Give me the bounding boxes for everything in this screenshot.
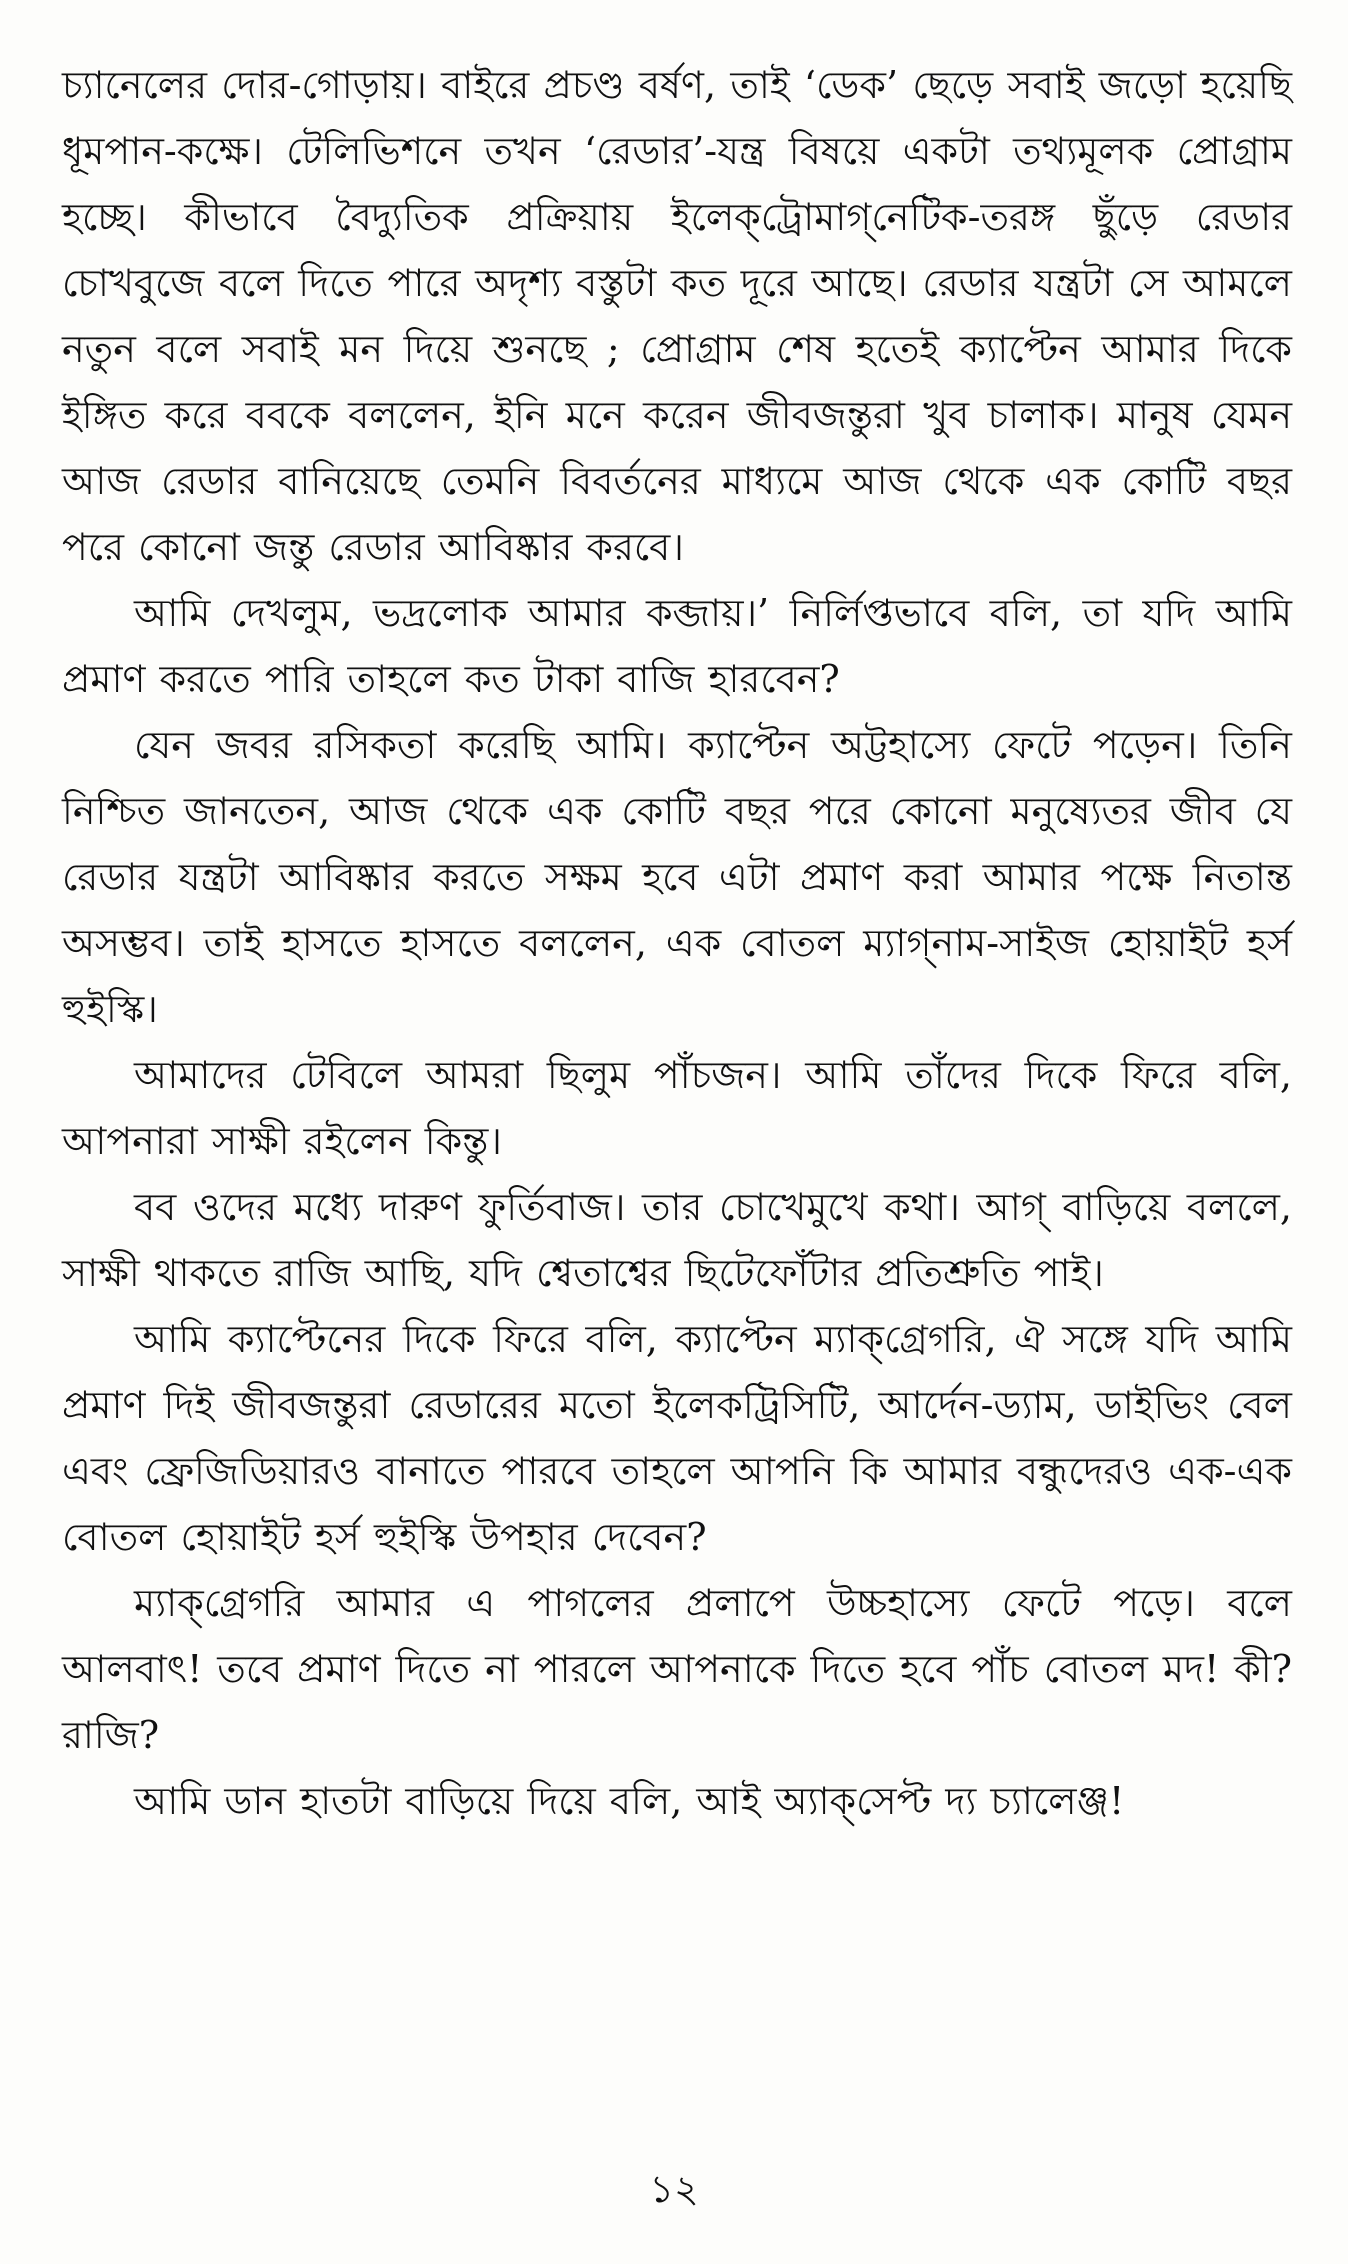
paragraph-5: বব ওদের মধ্যে দারুণ ফুর্তিবাজ। তার চোখেমুখে কথা। আগ্‌ বাড়িয়ে বললে, সাক্ষী থাকতে রাজি আছি, যদি শ্বেতাশ্বের ছিটেফোঁটার প্রতিশ্রুতি পাই। bbox=[62, 1185, 1292, 1295]
paragraph-6: আমি ক্যাপ্টেনের দিকে ফিরে বলি, ক্যাপ্টেন ম্যাক্‌গ্রেগরি, ঐ সঙ্গে যদি আমি প্রমাণ দিই জীবজন্তুরা রেডারের মতো ইলেকট্রিসিটি, আর্দেন-ড্যাম, ডাইভিং বেল এবং ফ্রেজিডিয়ারও বানাতে পারবে তাহলে আপনি কি আমার বন্ধুদেরও এক-এক বোতল হোয়াইট হর্স হুইস্কি উপহার দেবেন? bbox=[62, 1317, 1292, 1559]
paragraph-4: আমাদের টেবিলে আমরা ছিলুম পাঁচজন। আমি তাঁদের দিকে ফিরে বলি, আপনারা সাক্ষী রইলেন কিন্তু। bbox=[62, 1053, 1292, 1163]
paragraph-8: আমি ডান হাতটা বাড়িয়ে দিয়ে বলি, আই অ্যাক্‌সেপ্ট দ্য চ্যালেঞ্জ! bbox=[134, 1779, 1125, 1823]
paragraph-2: আমি দেখলুম, ভদ্রলোক আমার কব্জায়।’ নির্লিপ্তভাবে বলি, তা যদি আমি প্রমাণ করতে পারি তাহলে কত টাকা বাজি হারবেন? bbox=[62, 591, 1292, 701]
paragraph-1: চ্যানেলের দোর-গোড়ায়। বাইরে প্রচণ্ড বর্ষণ, তাই ‘ডেক’ ছেড়ে সবাই জড়ো হয়েছি ধূমপান-কক্ষে। টেলিভিশনে তখন ‘রেডার’-যন্ত্র বিষয়ে একটা তথ্যমূলক প্রোগ্রাম হচ্ছে। কীভাবে বৈদ্যুতিক প্রক্রিয়ায় ইলেক্‌ট্রোমাগ্‌নেটিক-তরঙ্গ ছুঁড়ে রেডার চোখবুজে বলে দিতে পারে অদৃশ্য বস্তুটা কত দূরে আছে। রেডার যন্ত্রটা সে আমলে নতুন বলে সবাই মন দিয়ে শুনছে ; প্রোগ্রাম শেষ হতেই ক্যাপ্টেন আমার দিকে ইঙ্গিত করে ববকে বললেন, ইনি মনে করেন জীবজন্তুরা খুব চালাক। মানুষ যেমন আজ রেডার বানিয়েছে তেমনি বিবর্তনের মাধ্যমে আজ থেকে এক কোটি বছর পরে কোনো জন্তু রেডার আবিষ্কার করবে। bbox=[62, 63, 1292, 569]
paragraph-7: ম্যাক্‌গ্রেগরি আমার এ পাগলের প্রলাপে উচ্চহাস্যে ফেটে পড়ে। বলে আলবাৎ! তবে প্রমাণ দিতে না পারলে আপনাকে দিতে হবে পাঁচ বোতল মদ! কী? রাজি? bbox=[62, 1581, 1292, 1757]
paragraph-3: যেন জবর রসিকতা করেছি আমি। ক্যাপ্টেন অট্টহাস্যে ফেটে পড়েন। তিনি নিশ্চিত জানতেন, আজ থেকে এক কোটি বছর পরে কোনো মনুষ্যেতর জীব যে রেডার যন্ত্রটা আবিষ্কার করতে সক্ষম হবে এটা প্রমাণ করা আমার পক্ষে নিতান্ত অসম্ভব। তাই হাসতে হাসতে বললেন, এক বোতল ম্যাগ্‌নাম-সাইজ হোয়াইট হর্স হুইস্কি। bbox=[62, 723, 1292, 1031]
page-number: ১২ bbox=[649, 2167, 699, 2211]
body-text bbox=[62, 52, 1292, 1834]
